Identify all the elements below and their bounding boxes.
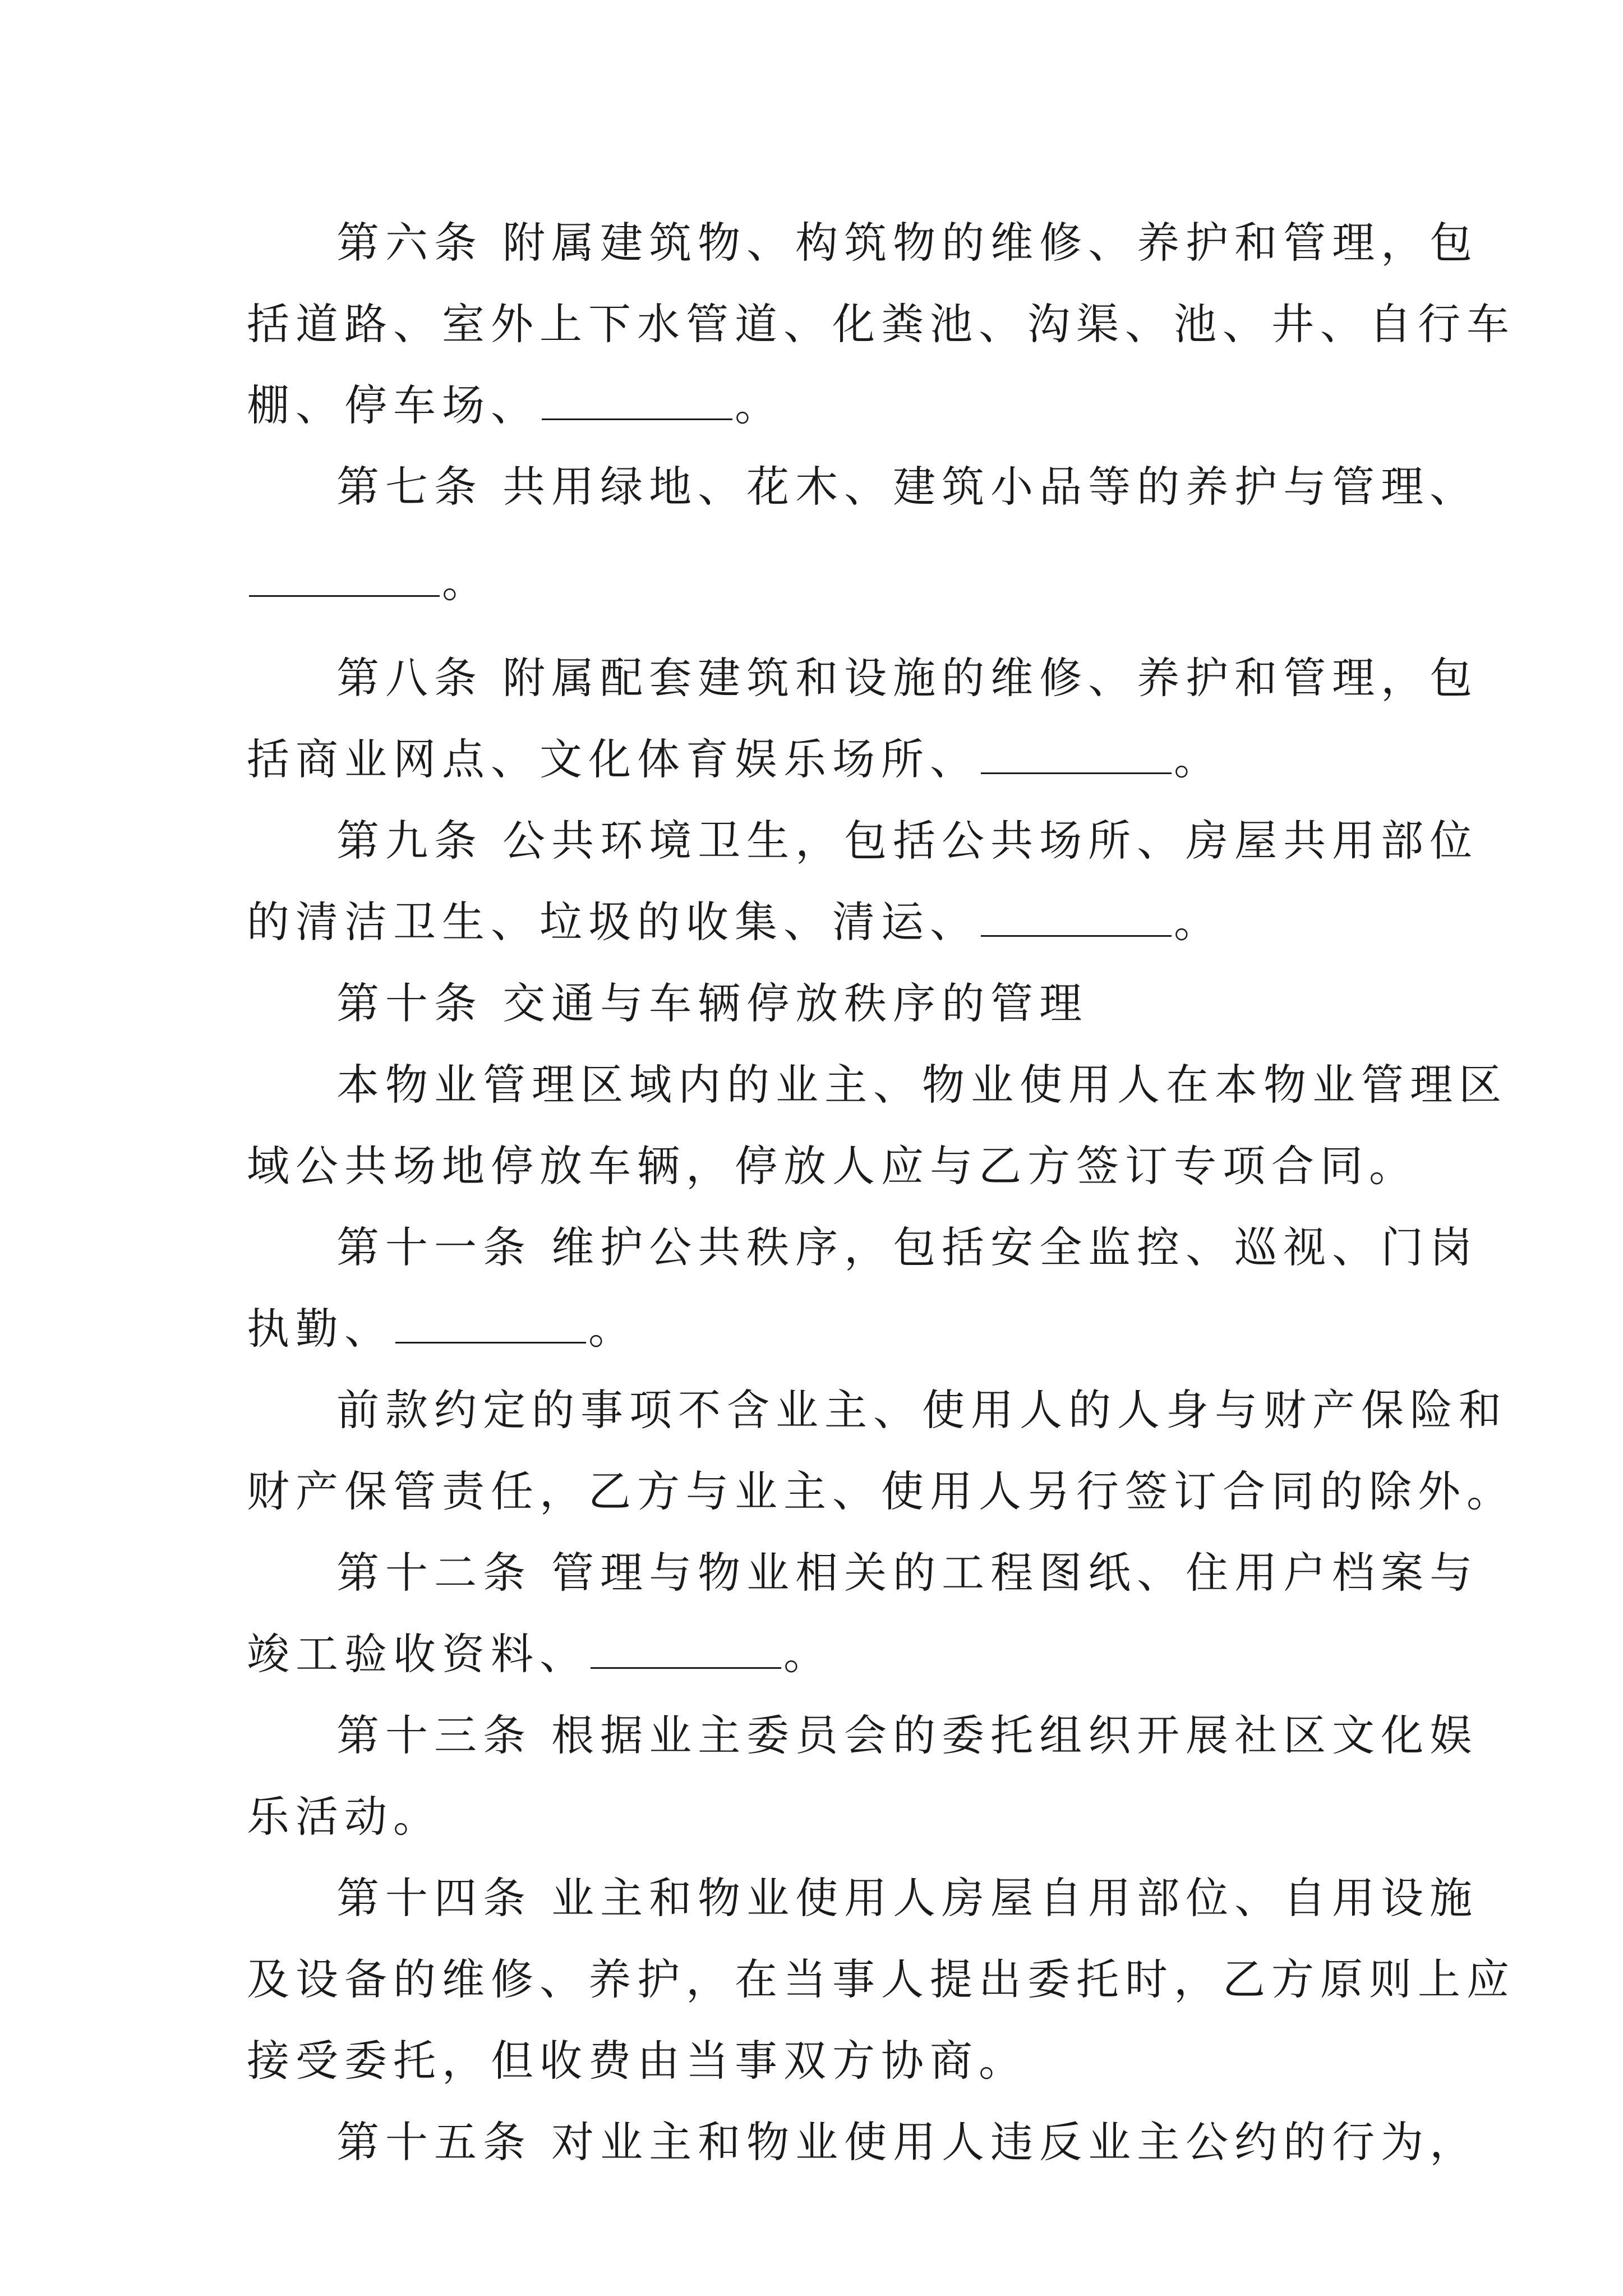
document-line [247, 1207, 1479, 1288]
line-text: 接受委托，但收费由当事双方协商。 [247, 2036, 1027, 2086]
line-punctuation: 。 [442, 557, 491, 607]
line-text: 第九条 公共环境卫生，包括公共场所、房屋共用部位 [336, 816, 1479, 866]
line-text: 本物业管理区域内的业主、物业使用人在本物业管理区 [336, 1060, 1507, 1110]
line-text: 及设备的维修、养护，在当事人提出委托时，乙方原则上应 [247, 1954, 1515, 2004]
line-text: 域公共场地停放车辆，停放人应与乙方签订专项合同。 [247, 1141, 1418, 1191]
document-line [247, 1125, 1418, 1207]
line-text: 第八条 附属配套建筑和设施的维修、养护和管理，包 [336, 653, 1479, 703]
line-text: 棚、停车场、 [247, 380, 540, 430]
line-text: 第十条 交通与车辆停放秩序的管理 [336, 978, 1089, 1028]
fill-in-blank [981, 739, 1172, 774]
line-punctuation: 。 [735, 380, 783, 430]
document-line [247, 365, 1385, 446]
fill-in-blank [249, 562, 440, 597]
line-text: 第六条 附属建筑物、构筑物的维修、养护和管理，包 [336, 218, 1479, 268]
document-line [247, 1857, 1479, 1939]
document-body [247, 202, 1515, 2183]
fill-in-blank [981, 901, 1172, 937]
document-line [247, 1451, 1515, 1532]
line-text: 第七条 共用绿地、花木、建筑小品等的养护与管理、 [336, 462, 1479, 512]
document-line [247, 881, 1385, 963]
line-text: 第十五条 对业主和物业使用人违反业主公约的行为， [336, 2117, 1479, 2167]
line-punctuation: 。 [1174, 734, 1223, 784]
document-line [247, 2020, 1385, 2101]
document-line [247, 1939, 1515, 2020]
document-line [247, 527, 1385, 637]
document-line [247, 1288, 1385, 1369]
fill-in-blank [395, 1308, 586, 1343]
document-line [247, 202, 1479, 283]
document-line [247, 1369, 1507, 1451]
document-line [247, 1695, 1479, 1776]
line-text: 括道路、室外上下水管道、化粪池、沟渠、池、井、自行车 [247, 299, 1515, 349]
document-line [247, 719, 1385, 800]
document-line [247, 283, 1515, 365]
line-text: 财产保管责任，乙方与业主、使用人另行签订合同的除外。 [247, 1466, 1515, 1516]
document-line [247, 800, 1479, 881]
line-punctuation: 。 [588, 1304, 637, 1354]
line-punctuation: 。 [1174, 897, 1223, 947]
fill-in-blank [542, 385, 732, 420]
line-text: 括商业网点、文化体育娱乐场所、 [247, 734, 979, 784]
line-text: 第十一条 维护公共秩序，包括安全监控、巡视、门岗 [336, 1222, 1479, 1272]
document-line [247, 963, 1385, 1044]
document-line [247, 1044, 1507, 1125]
line-text: 竣工验收资料、 [247, 1629, 588, 1679]
line-text: 第十二条 管理与物业相关的工程图纸、住用户档案与 [336, 1548, 1479, 1598]
fill-in-blank [591, 1634, 781, 1669]
document-line [247, 2101, 1479, 2183]
line-text: 乐活动。 [247, 1792, 442, 1842]
line-text: 的清洁卫生、垃圾的收集、清运、 [247, 897, 979, 947]
line-text: 第十三条 根据业主委员会的委托组织开展社区文化娱 [336, 1710, 1479, 1760]
document-line [247, 446, 1479, 527]
line-text: 执勤、 [247, 1304, 393, 1354]
document-line [247, 1613, 1385, 1695]
line-text: 前款约定的事项不含业主、使用人的人身与财产保险和 [336, 1385, 1507, 1435]
line-text: 第十四条 业主和物业使用人房屋自用部位、自用设施 [336, 1873, 1479, 1923]
document-line [247, 1532, 1479, 1613]
line-punctuation: 。 [783, 1629, 832, 1679]
document-line [247, 1776, 1385, 1857]
document-line [247, 637, 1479, 719]
